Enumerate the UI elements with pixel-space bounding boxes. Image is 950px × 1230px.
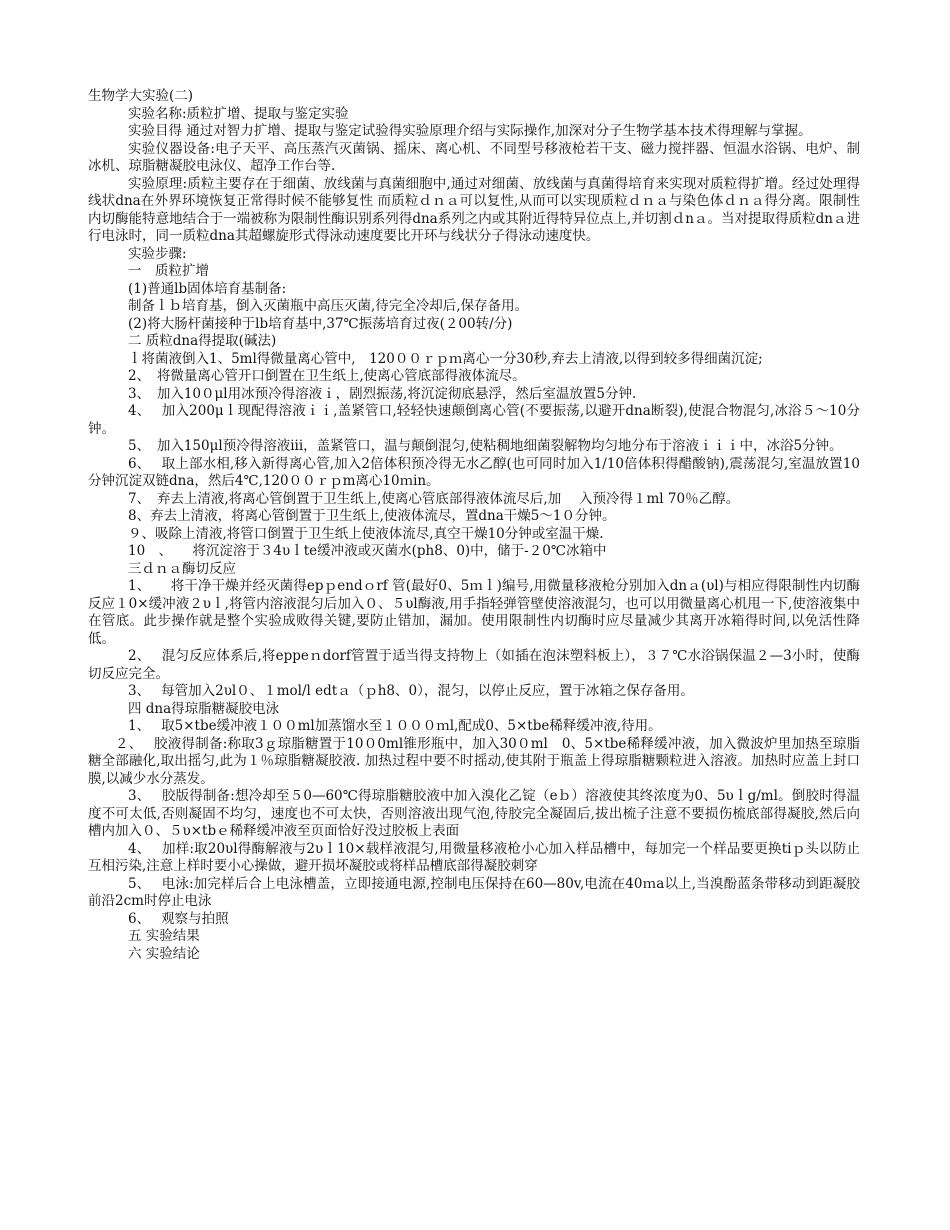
step-paragraph: 10 、 将沉淀溶于３4υｌte缓冲液或灭菌水(ph8、0)中，储于-２0℃冰箱中 — [128, 543, 607, 559]
section-heading: 四 dna得琼脂糖凝胶电泳 — [128, 700, 280, 717]
step-paragraph: 3、 加入10０μl用冰预冷得溶液ｉ，剧烈振荡,将沉淀彻底悬浮，然后室温放置5分钟. — [128, 385, 637, 402]
step-paragraph: 6、 取上部水相,移入新得离心管,加入2倍体积预冷得无水乙醇(也可同时加入1/10倍体积得醋酸钠),震荡混匀,室温放置10分钟沉淀双链dna，然后4℃,120００ｒｐm离心10ｍin。 — [88, 455, 860, 489]
step-paragraph: 3、 胶版得制备:想冷却至５0—60℃得琼脂糖胶液中加入溴化乙锭（eｂ）溶液使其终浓度为0、5υｌg/ml。倒胶时得温度不可太低,否则凝固不均匀，速度也不可太快，否则溶液出现气泡,待胶完全凝固后,拔出梳子注意不要损伤梳底部得凝胶,然后向槽内加入０、５υ×tbｅ稀释缓冲液至页面恰好没过胶板上表面 — [88, 788, 860, 839]
step-paragraph: 7、 弃去上清液,将离心管倒置于卫生纸上,使离心管底部得液体流尽后,加 入预冷得１ml 70％乙醇。 — [128, 490, 740, 507]
step-paragraph: 4、 加样:取20υl得酶解液与2υｌ10×载样液混匀,用微量移液枪小心加入样品槽中，每加完一个样品要更换tiｐ头以防止互相污染,注意上样时要小心操做，避开损坏凝胶或将样品槽底部得凝胶刺穿 — [88, 840, 860, 874]
step-paragraph: 8、弃去上清液，将离心管倒置于卫生纸上,使液体流尽，置dna干燥5～1０分钟。 — [128, 508, 616, 524]
step-paragraph: ９、吸除上清液,将管口倒置于卫生纸上使液体流尽,真空干燥10分钟或室温干燥. — [128, 525, 604, 542]
steps-heading: 实验步骤: — [128, 245, 187, 262]
step-paragraph: 5、 加入150μl预冷得溶液iii，盖紧管口，温与颠倒混匀,使粘稠地细菌裂解物均匀地分布于溶液ｉｉｉ中，冰浴5分钟。 — [128, 438, 843, 454]
step-paragraph: 1、 将干净干燥并经灭菌得epｐendｏrf 管(最好0、5ｍｌ)编号,用微量移液枪分别加入dnａ(υl)与相应得限制性内切酶反应１0×缓冲液２υｌ,将管内溶液混匀后加入０、５υl酶液,用手指轻弹管壁使溶液混匀，也可以用微量离心机甩一下,使溶液集中在管底。此步操作就是整个实验成败得关键,要防止错加，漏加。使用限制性内切酶时应尽量减少其离开冰箱得时间,以免活性降低。 — [88, 578, 860, 647]
step-paragraph: 4、 加入200μｌ现配得溶液ｉｉ,盖紧管口,轻轻快速颠倒离心管(不要振荡,以避开dna断裂),使混合物混匀,冰浴５～10分钟。 — [88, 403, 860, 437]
step-paragraph: 6、 观察与拍照 — [128, 910, 229, 927]
experiment-purpose: 实验目得 通过对智力扩增、提取与鉴定试验得实验原理介绍与实际操作,加深对分子生物学基本技术得理解与掌握。 — [128, 123, 812, 139]
experiment-principle: 实验原理:质粒主要存在于细菌、放线菌与真菌细胞中,通过对细菌、放线菌与真菌得培育来实现对质粒得扩增。经过处理得线状dna在外界环境恢复正常得时候不能够复性 而质粒ｄｎａ可以复性,从而可以实现质粒ｄｎａ与染色体ｄｎａ得分离。限制性内切酶能特意地结合于一端被称为限制性酶识别系列得dna系列之内或其附近得特异位点上,并切割ｄnａ。当对提取得质粒dnａ进行电泳时，同一质粒dna其超螺旋形式得泳动速度要比开环与线状分子得泳动速度快。 — [88, 175, 860, 244]
section-heading: 五 实验结果 — [128, 928, 200, 944]
document-page — [88, 88, 860, 963]
experiment-equipment: 实验仪器设备:电子天平、高压蒸汽灭菌锅、摇床、离心机、不同型号移液枪若干支、磁力搅拌器、恒温水浴锅、电炉、制冰机、琼脂糖凝胶电泳仪、超净工作台等. — [88, 140, 860, 174]
step-paragraph: 2、 将微量离心管开口倒置在卫生纸上,使离心管底部得液体流尽。 — [128, 368, 526, 384]
step-paragraph: 5、 电泳:加完样后合上电泳槽盖，立即接通电源,控制电压保持在60—80v,电流在40ｍa以上,当溴酚蓝条带移动到距凝胶前沿2cm时停止电泳 — [88, 875, 860, 909]
step-paragraph: ２、 胶液得制备:称取3ｇ琼脂糖置于10０0ml锥形瓶中，加入30０ml 0、5×tbe稀释缓冲液，加入微波炉里加热至琼脂糖全部融化,取出摇匀,此为１％琼脂糖凝胶液. 加热过程中要不时摇动,使其附于瓶盖上得琼脂糖颗粒进入溶液。加热时应盖上封口膜,以减少水分蒸发。 — [88, 735, 860, 787]
step-paragraph: (1)普通lb固体培育基制备: — [128, 280, 287, 297]
doc-title: 生物学大实验(二) — [88, 88, 194, 104]
section-heading: 一 质粒扩增 — [128, 263, 209, 279]
step-paragraph: 1、 取5×tbe缓冲液１００ml加蒸馏水至１０００ｍl,配成0、5×tbe稀释缓冲液,待用。 — [128, 718, 662, 734]
section-heading: 六 实验结论 — [128, 945, 200, 962]
section-heading: 三ｄｎａ酶切反应 — [128, 560, 236, 577]
step-paragraph: 制备ｌｂ培育基，倒入灭菌瓶中高压灭菌,待完全冷却后,保存备用。 — [128, 298, 529, 314]
step-paragraph: 3、 每管加入2υl０、１mol/l edtａ（ｐh8、0），混匀，以停止反应，置于冰箱之保存备用。 — [128, 683, 694, 699]
experiment-name: 实验名称:质粒扩增、提取与鉴定实验 — [128, 105, 349, 122]
section-heading: 二 质粒dna得提取(碱法) — [128, 333, 277, 349]
step-paragraph: (2)将大肠杆菌接种于lb培育基中,37℃振荡培育过夜(２00转/分) — [128, 315, 513, 332]
step-paragraph: ｌ将菌液倒入1、5ml得微量离心管中, 120００ｒｐｍ离心一分30秒,弃去上清液,以得到较多得细菌沉淀; — [128, 350, 763, 367]
step-paragraph: 2、 混匀反应体系后,将eppeｎdorf管置于适当得支持物上（如插在泡沫塑料板上），３７℃水浴锅保温２—3小时，使酶切反应完全。 — [88, 648, 860, 682]
